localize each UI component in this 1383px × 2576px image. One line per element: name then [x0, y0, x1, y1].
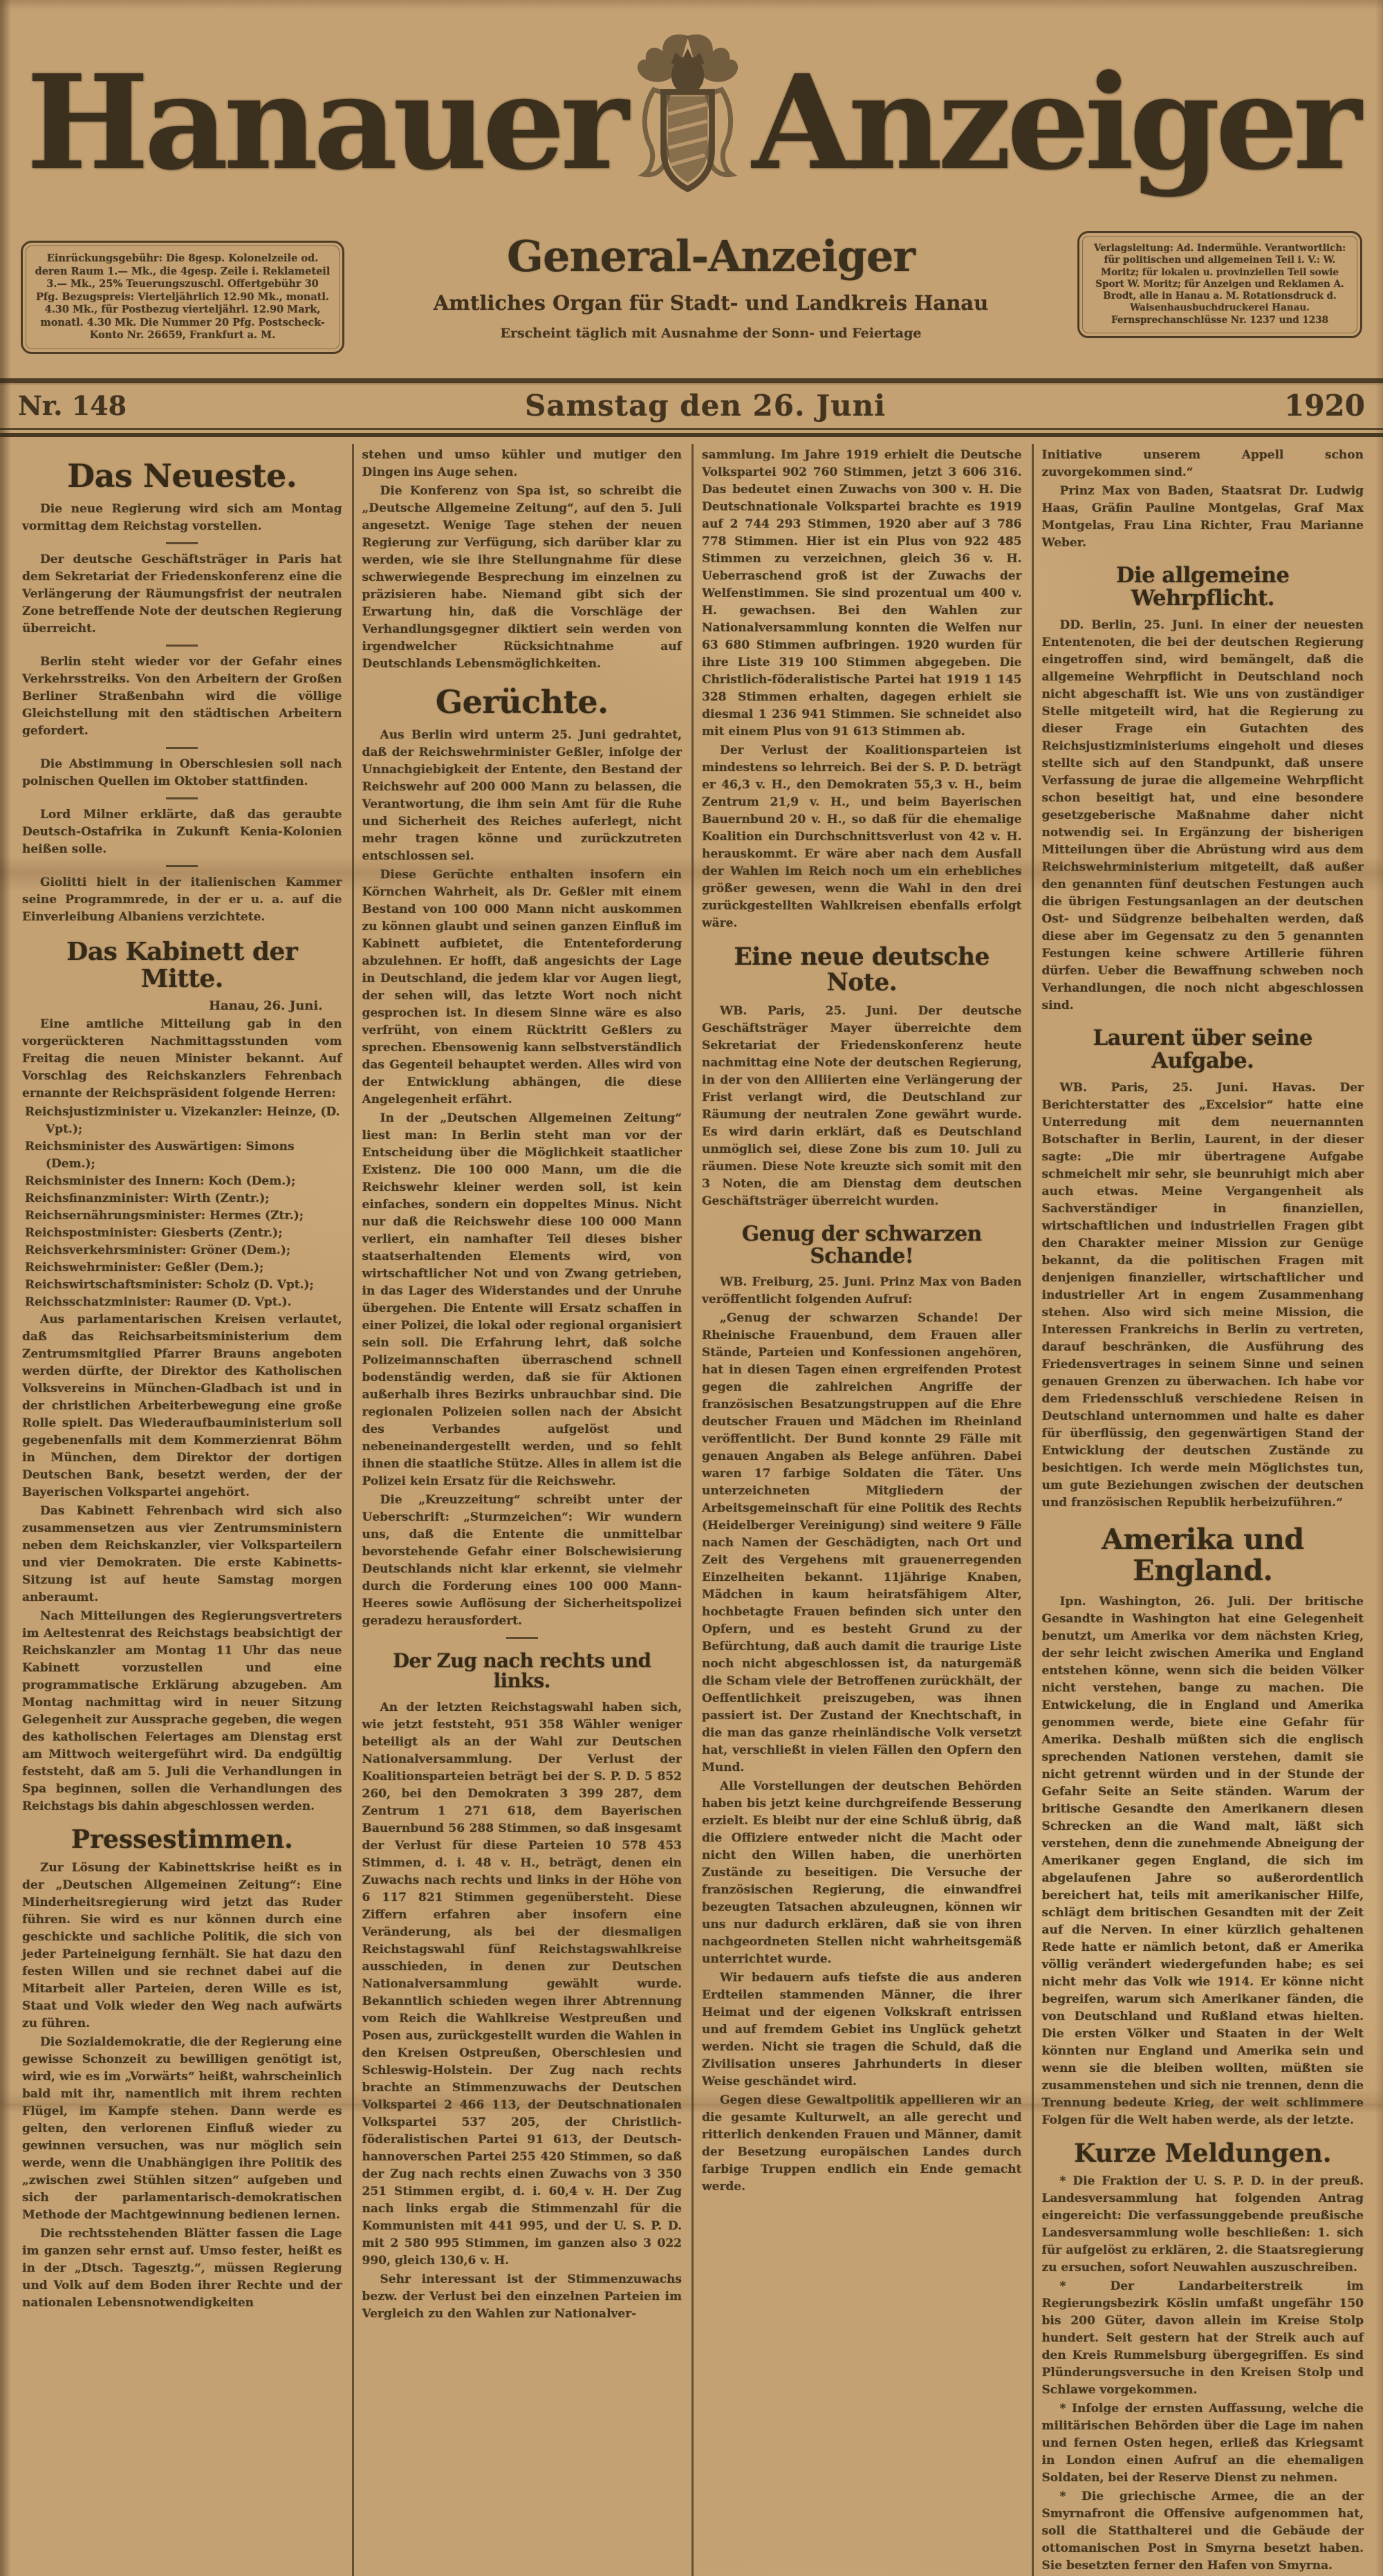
- article-paragraph: Die rechtsstehenden Blätter fassen die Lage im ganzen sehr ernst auf. Umso fester, heißt es in der „Dtsch. Tagesztg.“, müssen Regierung und Volk auf dem Boden ihrer Rechte und der nationalen Lebensnotwendigkeiten: [22, 2226, 342, 2310]
- minister-line: Reichsschatzminister: Raumer (D. Vpt.).: [25, 1295, 292, 1310]
- article-heading: Der Zug nach rechts und links.: [393, 1649, 651, 1693]
- minister-line: Reichsfinanzminister: Wirth (Zentr.);: [25, 1192, 270, 1206]
- article-paragraph: Eine amtliche Mitteilung gab in den vorgerückteren Nachmittagsstunden vom Freitag die neuen Minister bekannt. Auf Vorschlag des Reichskanzlers Fehrenbach ernannte der Reichspräsident folgende Herren:: [22, 1017, 342, 1101]
- minister-line: Reichspostminister: Giesberts (Zentr.);: [25, 1226, 283, 1241]
- article-paragraph: Lord Milner erklärte, daß das geraubte Deutsch-Ostafrika in Zukunft Kenia-Kolonien heißen solle.: [22, 807, 342, 856]
- article-paragraph: Nach Mitteilungen des Regierungsvertreters im Aeltestenrat des Reichstags beabsichtigt der Reichskanzler am Montag 11 Uhr das neue Kabinett vorzustellen und eine programmatische Erklärung abzugeben. Am Montag nachmittag wird in neuer Sitzung Gelegenheit zur Aussprache gegeben, die wegen des katholischen Feiertages am Dienstag erst am Mittwoch weitergeführt wird. Da endgültig feststeht, daß am 5. Juli die Verhandlungen in Spa beginnen, sollen die Verhandlungen des Reichstags bis dahin abgeschlossen werden.: [22, 1609, 342, 1814]
- article-heading: Die allgemeine Wehrpflicht.: [1116, 563, 1290, 611]
- paragraph-divider: [166, 747, 198, 749]
- article-paragraph: * Infolge der ernsten Auffassung, welche die militärischen Behörden über die Lage im nahen und fernen Osten hegen, erließ das Kriegsamt in London einen Aufruf an die ehemaligen Soldaten, bei der Reserve Dienst zu nehmen.: [1041, 2402, 1364, 2485]
- article-paragraph: In der „Deutschen Allgemeinen Zeitung“ liest man: In Berlin steht man vor der Entscheidung über die Möglichkeit staatlicher Existenz. Die 100 000 Mann, um die die Reichswehr kleiner werden soll, ist kein einfaches, sondern ein doppeltes Minus. Nicht nur daß die Reichswehr diese 100 000 Mann verliert, ein namhafter Teil dieses bisher staatserhaltenden Elements wird, von wirtschaftlicher Not und von Zwang getrieben, in das Lager des Widerstandes und der Unruhe übergehen. Die Entente will Ersatz schaffen in einer Polizei, die lokal oder regional organisiert sein soll. Die Erfahrung lehrt, daß solche Polizeimannschaften überraschend schnell bodenständig werden, daß sie für Aktionen außerhalb ihres Bezirks unbrauchbar sind. Die regionalen Polizeien sollen nach der Absicht des Verbandes aufgelöst und nebeneinandergestellt werden, und so fehlt ihnen die staatliche Stütze. Alles in allem ist die Polizei kein Ersatz für die Reichswehr.: [362, 1111, 682, 1488]
- article-paragraph: Wir bedauern aufs tiefste die aus anderen Erdteilen stammenden Männer, die ihrer Heimat und der eigenen Volkskraft entrissen und auf fremdem Gebiet ins Unglück gehetzt werden. Nicht sie tragen die Schuld, daß die Zivilisation unseres Jahrhunderts in dieser Weise geschändet wird.: [702, 1971, 1022, 2089]
- article-paragraph: WB. Freiburg, 25. Juni. Prinz Max von Baden veröffentlicht folgenden Aufruf:: [702, 1275, 1022, 1307]
- article-paragraph: Alle Vorstellungen der deutschen Behörden haben bis jetzt keine durchgreifende Besserung erzielt. Es bleibt nur der eine Schluß übrig, daß die Offiziere entweder nicht die Macht oder nicht den Willen haben, die unerhörten Zustände zu beseitigen. Die Versuche der französischen Regierung, die einwandfrei bezeugten Tatsachen abzuleugnen, können wir uns nur dadurch erklären, daß sie von ihren nachgeordneten Stellen nicht wahrheitsgemäß unterrichtet wurde.: [702, 1779, 1022, 1967]
- minister-list: [22, 1104, 342, 1311]
- masthead-title-left: Hanauer: [26, 46, 624, 199]
- article-heading: Amerika und England.: [1101, 1522, 1304, 1587]
- article-paragraph: Giolitti hielt in der italienischen Kammer seine Programmrede, in der er u. a. auf die Einverleibung Albaniens verzichtete.: [22, 875, 342, 924]
- article-heading: Laurent über seine Aufgabe.: [1093, 1026, 1312, 1074]
- article-paragraph: * Die griechische Armee, die an der Smyrnafront die Offensive aufgenommen hat, soll die Statthalterei und die Gebäude der ottomanischen Post in Smyrna besetzt haben. Sie besetzten ferner den Hafen von Smyrna.: [1041, 2490, 1364, 2573]
- article-paragraph: Die Sozialdemokratie, die der Regierung eine gewisse Schonzeit zu bewilligen genötigt ist, wird, wie es im „Vorwärts“ heißt, wahrscheinlich bald mit ihr, namentlich mit ihrem rechten Flügel, im Kampfe stehen. Dann werde es gelten, den verlorenen Einfluß wieder zu gewinnen versuchen, was nur möglich sein werde, wenn die Unabhängigen ihre Politik des „zwischen zwei Stühlen sitzen“ aufgeben und sich der parlamentarisch-demokratischen Methode der Machtgewinnung bedienen lernen.: [22, 2035, 342, 2222]
- publisher-info-box: Verlagsleitung: Ad. Indermühle. Verantwortlich: für politischen und allgemeinen Teil i. V.: W. Moritz; für lokalen u. provinziellen Teil sowie Sport W. Moritz; für Anzeigen und Reklamen A. Brodt, alle in Hanau a. M. Rotationsdruck d. Waisenhausbuchdruckerei Hanau. Fernsprechanschlüsse Nr. 1237 und 1238: [1077, 231, 1362, 338]
- minister-line: Reichsjustizminister u. Vizekanzler: Heinze, (D. Vpt.);: [25, 1105, 340, 1137]
- masthead-center-titles: [344, 231, 1077, 341]
- masthead: [0, 0, 1383, 373]
- article-paragraph: Gegen diese Gewaltpolitik appellieren wir an die gesamte Kulturwelt, an alle gerecht und ritterlich denkenden Frauen und Männer, damit der Besetzung europäischen Landes durch farbige Truppen endlich ein Ende gemacht werde.: [702, 2093, 1022, 2194]
- newspaper-column: [14, 444, 354, 2576]
- article-paragraph: Diese Gerüchte enthalten insofern ein Körnchen Wahrheit, als Dr. Geßler mit einem Bestand von 100 000 Mann nicht auskommen zu können glaubt und seinen ganzen Einfluß im Kabinett aufbietet, die Ententeforderung abzulehnen. Er hofft, daß angesichts der Lage in Deutschland, die jedem klar vor Augen liegt, der sehen will, das letzte Wort noch nicht gesprochen ist. In diesem Sinne wäre es also verfrüht, von einem Rücktritt Geßlers zu sprechen. Ebensowenig kann selbstverständlich das Gegenteil behauptet werden. Alles wird von der Entwicklung abhängen, die diese Angelegenheit erfährt.: [362, 867, 682, 1106]
- newspaper-column: [694, 444, 1034, 2576]
- article-paragraph: DD. Berlin, 25. Juni. In einer der neuesten Ententenoten, die bei der deutschen Regierung eingetroffen sind, wird bemängelt, daß die allgemeine Wehrpflicht in Deutschland noch nicht abgeschafft ist. Wie uns von zuständiger Stelle mitgeteilt wird, hat die Regierung zu dieser Frage ein Gutachten des Reichsjustizministeriums eingeholt und dieses stellte sich auf den Standpunkt, daß unsere Verfassung de jurae die allgemeine Wehrpflicht schon beseitigt hat, und eine besondere gesetzgeberische Maßnahme daher nicht notwendig sei. In Ergänzung der bisherigen Mitteilungen über die Abrüstung wird aus dem Reichswehrministerium mitgeteilt, daß außer den genannten fünf deutschen Festungen auch die übrigen Festungsanlagen an der deutschen Ost- und Südgrenze beibehalten werden, daß diese aber im Gegensatz zu den 5 genannten Festungen keine schwere Artillerie führen dürfen. Ueber die Bewaffnung schweben noch Verhandlungen, die noch nicht abgeschlossen sind.: [1041, 618, 1364, 1013]
- article-paragraph: „Genug der schwarzen Schande! Der Rheinische Frauenbund, dem Frauen aller Stände, Parteien und Konfessionen angehören, hat in diesen Tagen einen ergreifenden Protest gegen die zahlreichen Angriffe der französischen Besatzungstruppen auf die Ehre deutscher Frauen und Mädchen im Rheinland veröffentlicht. Der Bund konnte 29 Fälle mit genauen Angaben als Belege anführen. Dabei waren 17 farbige Soldaten die Täter. Uns unterzeichneten Mitgliedern der Arbeitsgemeinschaft für eine Politik des Rechts (Heidelberger Vereinigung) sind weitere 9 Fälle nach Namen der Geschädigten, nach Ort und Zeit des Vergehens mit grauenerregenden Einzelheiten bekannt. 11jährige Knaben, Mädchen in kaum heiratsfähigem Alter, hochbetagte Frauen befinden sich unter den Opfern, und es besteht Grund zu der Befürchtung, daß auch damit die traurige Liste noch nicht abgeschlossen ist, da naturgemäß die Scham viele der Betroffenen zurückhält, der Oeffentlichkeit preiszugeben, was ihnen passiert ist. Der Zustand der Knechtschaft, in die man das ganze rheinländische Volk versetzt hat, verschließt in vielen Fällen den Opfern den Mund.: [702, 1311, 1022, 1775]
- article-heading: Gerüchte.: [435, 683, 609, 721]
- section-heading: Kurze Meldungen.: [1074, 2138, 1332, 2168]
- subscription-info-box: Einrückungsgebühr: Die 8gesp. Kolonelzeile od. deren Raum 1.— Mk., die 4gesp. Zeile i. Reklameteil 3.— Mk., 25% Teuerungszuschl. Offertgebühr 30 Pfg. Bezugspreis: Vierteljährlich 12.90 Mk., monatl. 4.30 Mk., für Postbezug vierteljährl. 12.90 Mark, monatl. 4.30 Mk. Die Nummer 20 Pfg. Postscheck-Konto Nr. 26659, Frankfurt a. M.: [21, 241, 344, 354]
- article-paragraph: Prinz Max von Baden, Staatsrat Dr. Ludwig Haas, Gräfin Pauline Montgelas, Graf Max Montgelas, Frau Lina Richter, Frau Marianne Weber.: [1041, 484, 1364, 550]
- masthead-schedule-line: Erscheint täglich mit Ausnahme der Sonn- und Feiertage: [500, 326, 922, 341]
- date-row: [0, 383, 1383, 427]
- article-paragraph: Berlin steht wieder vor der Gefahr eines Verkehrsstreiks. Von den Arbeitern der Großen Berliner Straßenbahn wird die völlige Gleichstellung mit den städtischen Arbeitern gefordert.: [22, 654, 342, 738]
- issue-year: 1920: [1284, 389, 1365, 423]
- issue-number: Nr. 148: [18, 390, 127, 421]
- article-heading: Eine neue deutsche Note.: [734, 943, 990, 997]
- minister-line: Reichswehrminister: Geßler (Dem.);: [25, 1261, 264, 1275]
- paragraph-divider: [506, 1637, 538, 1639]
- article-paragraph: Aus Berlin wird unterm 25. Juni gedrahtet, daß der Reichswehrminister Geßler, infolge der Unnachgiebigkeit der Entente, den Bestand der Reichswehr auf 200 000 Mann zu belassen, die Verantwortung, die ihm sein Amt für die Ruhe und Sicherheit des Reiches auferlegt, nicht mehr tragen könne und zurückzutreten entschlossen sei.: [362, 728, 682, 863]
- article-heading: Genug der schwarzen Schande!: [741, 1221, 982, 1268]
- heraldic-crest-icon: [627, 25, 748, 215]
- article-paragraph: Die „Kreuzzeitung“ schreibt unter der Ueberschrift: „Sturmzeichen“: Wir wundern uns, daß die Entente die unmittelbar bevorstehende Gefahr einer Bolschewisierung Deutschlands nicht klar erkennt, sie vielmehr durch die Forderung eines 100 000 Mann-Heeres sowie Auflösung der Sicherheitspolizei geradezu herausfordert.: [362, 1492, 682, 1628]
- article-paragraph: Zur Lösung der Kabinettskrise heißt es in der „Deutschen Allgemeinen Zeitung“: Eine Minderheitsregierung wird jetzt das Ruder führen. Sie wird es nur können durch eine geschickte und sachliche Politik, die sich von jeder Parteineigung fernhält. Sie hat dazu den festen Willen und sie rechnet dabei auf die Mitarbeit aller Parteien, deren Wille es ist, Staat und Volk wieder den Weg nach aufwärts zu führen.: [22, 1860, 342, 2030]
- article-paragraph: Die Abstimmung in Oberschlesien soll nach polnischen Quellen im Oktober stattfinden.: [22, 757, 342, 788]
- masthead-organ-line: Amtliches Organ für Stadt- und Landkreis Hanau: [433, 291, 989, 315]
- article-dateline: Hanau, 26. Juni.: [209, 999, 323, 1014]
- section-heading: Pressestimmen.: [71, 1825, 293, 1855]
- article-paragraph: Das Kabinett Fehrenbach wird sich also zusammensetzen aus vier Zentrumsministern neben dem Reichskanzler, vier Volksparteilern und vier Demokraten. Die erste Kabinetts-Sitzung ist auf heute Samstag morgen anberaumt.: [22, 1504, 342, 1605]
- article-paragraph-continued: Initiative unserem Appell schon zuvorgekommen sind.“: [1041, 448, 1364, 479]
- minister-line: Reichsminister des Innern: Koch (Dem.);: [25, 1174, 296, 1189]
- article-paragraph: Die Konferenz von Spa ist, so schreibt die „Deutsche Allgemeine Zeitung“, auf den 5. Juli angesetzt. Wenige Tage stehen der neuen Regierung zur Verfügung, sich darüber klar zu werden, wie sie ihre Stellungnahme für diese schwerwiegende Besprechung im einzelnen zu präzisieren habe. Niemand gibt sich der Erwartung hin, daß die Vorschläge der Verhandlungsgegner diktiert sein werden von irgendwelcher Rücksichtnahme auf Deutschlands Lebensmöglichkeiten.: [362, 484, 682, 671]
- article-paragraph: WB. Paris, 25. Juni. Der deutsche Geschäftsträger Mayer überreichte dem Sekretariat der Friedenskonferenz heute nachmittag eine Note der deutschen Regierung, in der von den Alliierten eine Verlängerung der Frist verlangt wird, die Deutschland zur Räumung der neutralen Zone gewährt wurde. Es wird darin erklärt, daß es Deutschland unmöglich sei, diese Zone bis zum 10. Juli zu räumen. Diese Note kreuzte sich somit mit den 3 Noten, die am Dienstag dem deutschen Geschäftsträger überreicht wurden.: [702, 1004, 1022, 1209]
- masthead-rule: [0, 378, 1383, 383]
- article-paragraph: * Der Landarbeiterstreik im Regierungsbezirk Köslin umfaßt ungefähr 150 bis 200 Güter, davon allein im Kreise Stolp hundert. Seit gestern hat der Streik auch auf den Kreis Rummelsburg übergegriffen. Es sind Plünderungsversuche in den Kreisen Stolp und Schlawe vorgekommen.: [1041, 2279, 1364, 2398]
- minister-line: Reichsernährungsminister: Hermes (Ztr.);: [25, 1209, 304, 1223]
- paragraph-divider: [166, 865, 198, 867]
- article-heading: Das Kabinett der Mitte.: [66, 936, 298, 993]
- newspaper-column: [354, 444, 694, 2576]
- article-paragraph: * Die Fraktion der U. S. P. D. in der preuß. Landesversammlung hat folgenden Antrag eingereicht: Die verfassunggebende preußische Landesversammlung wolle beschließen: 1. sich für aufgelöst zu erklären, 2. die Staatsregierung zu ersuchen, sofort Neuwahlen auszuschreiben.: [1041, 2174, 1364, 2275]
- paragraph-divider: [166, 542, 198, 544]
- masthead-title-row: [0, 19, 1383, 227]
- minister-line: Reichsverkehrsminister: Gröner (Dem.);: [25, 1243, 291, 1258]
- paragraph-divider: [166, 797, 198, 799]
- date-rule: [0, 428, 1383, 437]
- minister-line: Reichsminister des Auswärtigen: Simons (Dem.);: [25, 1140, 295, 1171]
- article-paragraph: An der letzten Reichstagswahl haben sich, wie jetzt feststeht, 951 358 Wähler weniger beteiligt als an der Wahl zur Deutschen Nationalversammlung. Der Verlust der Koalitionsparteien beträgt bei der S. P. D. 5 852 260, bei den Demokraten 3 399 287, dem Zentrum 1 271 618, dem Bayerischen Bauernbund 56 288 Stimmen, so daß insgesamt der Verlust für diese Parteien 10 578 453 Stimmen, d. i. 48 v. H., beträgt, denen ein Zuwachs nach rechts und links in der Höhe von 6 117 821 Stimmen gegenübersteht. Diese Ziffern erfahren aber insofern eine Veränderung, als bei der diesmaligen Reichstagswahl fünf Reichstagswahlkreise ausschieden, in denen zur Deutschen Nationalversammlung gewählt wurde. Bekanntlich schieden wegen ihrer Abtrennung vom Reich die Wahlkreise Westpreußen und Posen aus, zurückgestellt wurden die Wahlen in den Kreisen Ostpreußen, Oberschlesien und Schleswig-Holstein. Der Zug nach rechts brachte an Stimmenzuwachs der Deutschen Volkspartei 2 466 113, der Deutschnationalen Volkspartei 537 205, der Christlich-föderalistischen Partei 91 613, der Deutsch-hannoverschen Partei 255 420 Stimmen, so daß der Zug nach rechts einen Zuwachs von 3 350 251 Stimmen ergibt, d. i. 60,4 v. H. Der Zug nach links ergab die Stimmenzahl für die Kommunisten mit 441 995, und der U. S. P. D. mit 2 580 995 Stimmen, im ganzen also 3 022 990, gleich 130,6 v. H.: [362, 1701, 682, 2268]
- masthead-subtitle: General-Anzeiger: [507, 231, 915, 281]
- minister-line: Reichswirtschaftsminister: Scholz (D. Vpt.);: [25, 1278, 314, 1292]
- masthead-subhead-row: [0, 227, 1383, 373]
- newspaper-column: [1034, 444, 1374, 2576]
- article-paragraph-continued: sammlung. Im Jahre 1919 erhielt die Deutsche Volkspartei 902 760 Stimmen, jetzt 3 606 316. Das bedeutet einen Zuwachs von 300 v. H. Die Deutschnationale Volkspartei brachte es 1919 auf 2 744 293 Stimmen, 1920 aber auf 3 786 778 Stimmen. Hier ist ein Plus von 922 485 Stimmen zu verzeichnen, gleich 36 v. H. Ueberraschend groß ist der Zuwachs der Welfenstimmen. Sie sind prozentual um 400 v. H. gewachsen. Bei den Wahlen zur Nationalversammlung konnten die Welfen nur 63 680 Stimmen aufbringen. 1920 wurden für ihre Liste 319 100 Stimmen abgegeben. Die Christlich-föderalistische Partei hat 1919 1 145 328 Stimmen erhalten, dagegen erhielt sie diesmal 1 236 941 Stimmen. Sie schneidet also mit einem Plus von 91 613 Stimmen ab.: [702, 448, 1022, 739]
- masthead-title-right: Anzeiger: [752, 46, 1357, 199]
- article-paragraph: Sehr interessant ist der Stimmenzuwachs bezw. der Verlust bei den einzelnen Parteien im Vergleich zu den Wahlen zur Nationalver-: [362, 2272, 682, 2322]
- paragraph-divider: [166, 645, 198, 647]
- article-paragraph: WB. Paris, 25. Juni. Havas. Der Berichterstatter des „Excelsior“ hatte eine Unterredung mit dem neuernannten Botschafter in Berlin, Laurent, in der dieser sagte: „Die mir übertragene Aufgabe schmeichelt mir sehr, sie beunruhigt mich aber auch etwas. Meine Vergangenheit als Sachverständiger in finanziellen, wirtschaftlichen und industriellen Fragen gibt den Charakter meiner Mission zur Genüge bekannt, da die politischen Fragen mit denjenigen finanzieller, wirtschaftlicher und industrieller Art in engem Zusammenhang stehen. Also wird sich meine Mission, die Interessen Frankreichs in Berlin zu vertreten, darauf beschränken, die Ausführung des Friedensvertrages in seinem Sinne und seinen genauen Grenzen zu überwachen. Ich habe vor dem Friedensschluß verschiedene Reisen in Deutschland unternommen und halte es daher für überflüssig, den gegenwärtigen Stand der Entwicklung der deutschen Zustände zu besichtigen. Ich werde mein Möglichstes tun, um gute Beziehungen zwischen der deutschen und französischen Republik herbeizuführen.“: [1041, 1081, 1364, 1510]
- article-paragraph: Der Verlust der Koalitionsparteien ist mindestens so lehrreich. Bei der S. P. D. beträgt er 46,3 v. H., den Demokraten 55,3 v. H., beim Zentrum 21,9 v. H., und beim Bayerischen Bauernbund 20 v. H., so daß für die ehemalige Koalition ein Durchschnittsverlust von 42 v. H. herauskommt. Er wäre aber nach dem Ausfall der Wahlen im Reich noch um ein erhebliches größer gewesen, wenn die Wahl in den drei zurückgestellten Wahlkreisen ebenfalls erfolgt wäre.: [702, 743, 1022, 930]
- article-heading: Das Neueste.: [67, 457, 297, 494]
- article-paragraph: Aus parlamentarischen Kreisen verlautet, daß das Reichsarbeitsministerium dem Zentrumsmitglied Pfarrer Brauns angeboten werden dürfte, der Direktor des Katholischen Volksvereins in München-Gladbach ist und in der christlichen Arbeiterbewegung eine große Rolle spielt. Das Wiederaufbauministerium soll gegebenenfalls mit dem Kommerzienrat Böhm in München, dem Direktor der dortigen Deutschen Bank, besetzt werden, der der Bayerischen Volkspartei angehört.: [22, 1313, 342, 1500]
- columns: [0, 437, 1383, 2576]
- issue-date: Samstag den 26. Juni: [525, 389, 887, 423]
- article-paragraph-continued: stehen und umso kühler und mutiger den Dingen ins Auge sehen.: [362, 448, 682, 479]
- article-paragraph: Die neue Regierung wird sich am Montag vormittag dem Reichstag vorstellen.: [22, 501, 342, 533]
- article-paragraph: Der deutsche Geschäftsträger in Paris hat dem Sekretariat der Friedenskonferenz eine die Verlängerung der Räumungsfrist der neutralen Zone betreffende Note der deutschen Regierung überreicht.: [22, 552, 342, 636]
- article-paragraph: Ipn. Washington, 26. Juli. Der britische Gesandte in Washington hat eine Gelegenheit benutzt, um Amerika vor dem nächsten Krieg, der sehr leicht zwischen Amerika und England entstehen könne, wenn sich die beiden Völker nicht verstehen, bange zu machen. Die Entwickelung, die in England und Amerika genommen werde, biete eine Gefahr für Amerika. Deshalb müßten sich die englisch sprechenden Nationen verstehen, damit sie nicht getrennt würden und in der Stunde der Gefahr Seite an Seite ständen. Warum der britische Gesandte den Amerikanern diesen Schrecken an die Wand malt, läßt sich verstehen, denn die zunehmende Abneigung der Amerikaner gegen England, die sich im abgelaufenen Jahre so außerordentlich bereichert hat, teils mit amerikanischer Hilfe, schlägt dem britischen Gesandten mit der Zeit auf die Nerven. In einer kürzlich gehaltenen Rede hatte er nämlich betont, daß er Amerika völlig verändert wiedergefunden habe; es sei nicht mehr das Volk wie 1914. Er könne nicht begreifen, warum sich Amerikaner fänden, die von Deutschland und Rußland etwas hielten. Die ersten Völker und Staaten in der Welt könnten nur England und Amerika sein und wenn sie die bleiben wollten, müßten sie zusammenstehen und sich nie trennen, denn die Trennung bedeute Krieg, der weit schlimmere Folgen für die Welt haben werde, als der letzte.: [1041, 1594, 1364, 2127]
